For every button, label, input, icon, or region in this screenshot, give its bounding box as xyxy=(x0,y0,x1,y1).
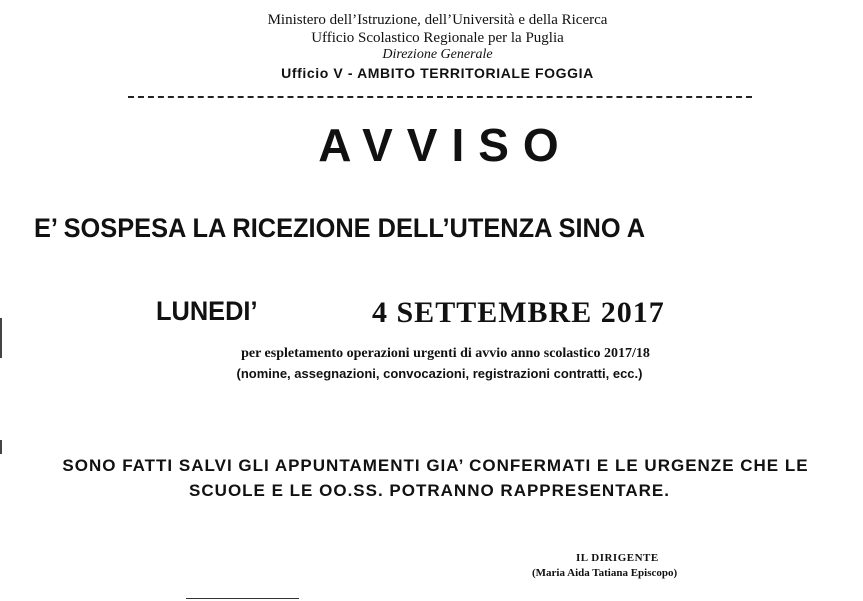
header-divider xyxy=(128,96,752,98)
header-direction: Direzione Generale xyxy=(382,47,493,62)
notice-title: AVVISO xyxy=(318,119,573,171)
suspension-statement: E’ SOSPESA LA RICEZIONE DELL’UTENZA SINO A xyxy=(34,213,646,243)
bottom-rule xyxy=(186,598,299,599)
examples-text: (nomine, assegnazioni, convocazioni, registrazioni contratti, ecc.) xyxy=(236,366,643,381)
exception-line-2: SCUOLE E LE OO.SS. POTRANNO RAPPRESENTARE. xyxy=(189,481,670,500)
exception-line-1: SONO FATTI SALVI GLI APPUNTAMENTI GIA’ CONFERMATI E LE URGENZE CHE LE xyxy=(62,456,809,475)
scan-margin-mark-bottom xyxy=(0,440,2,454)
header-ministry: Ministero dell’Istruzione, dell’Università e della Ricerca xyxy=(267,12,608,28)
purpose-text: per espletamento operazioni urgenti di avvio anno scolastico 2017/18 xyxy=(241,346,650,361)
header-regional-office: Ufficio Scolastico Regionale per la Puglia xyxy=(311,30,564,46)
signatory-name: (Maria Aida Tatiana Episcopo) xyxy=(532,567,678,579)
header-office: Ufficio V - AMBITO TERRITORIALE FOGGIA xyxy=(281,65,594,81)
resume-day: LUNEDI’ xyxy=(156,296,258,326)
signatory-role: IL DIRIGENTE xyxy=(576,552,659,564)
resume-date: 4 SETTEMBRE 2017 xyxy=(372,296,665,329)
scan-margin-mark-top xyxy=(0,318,2,358)
